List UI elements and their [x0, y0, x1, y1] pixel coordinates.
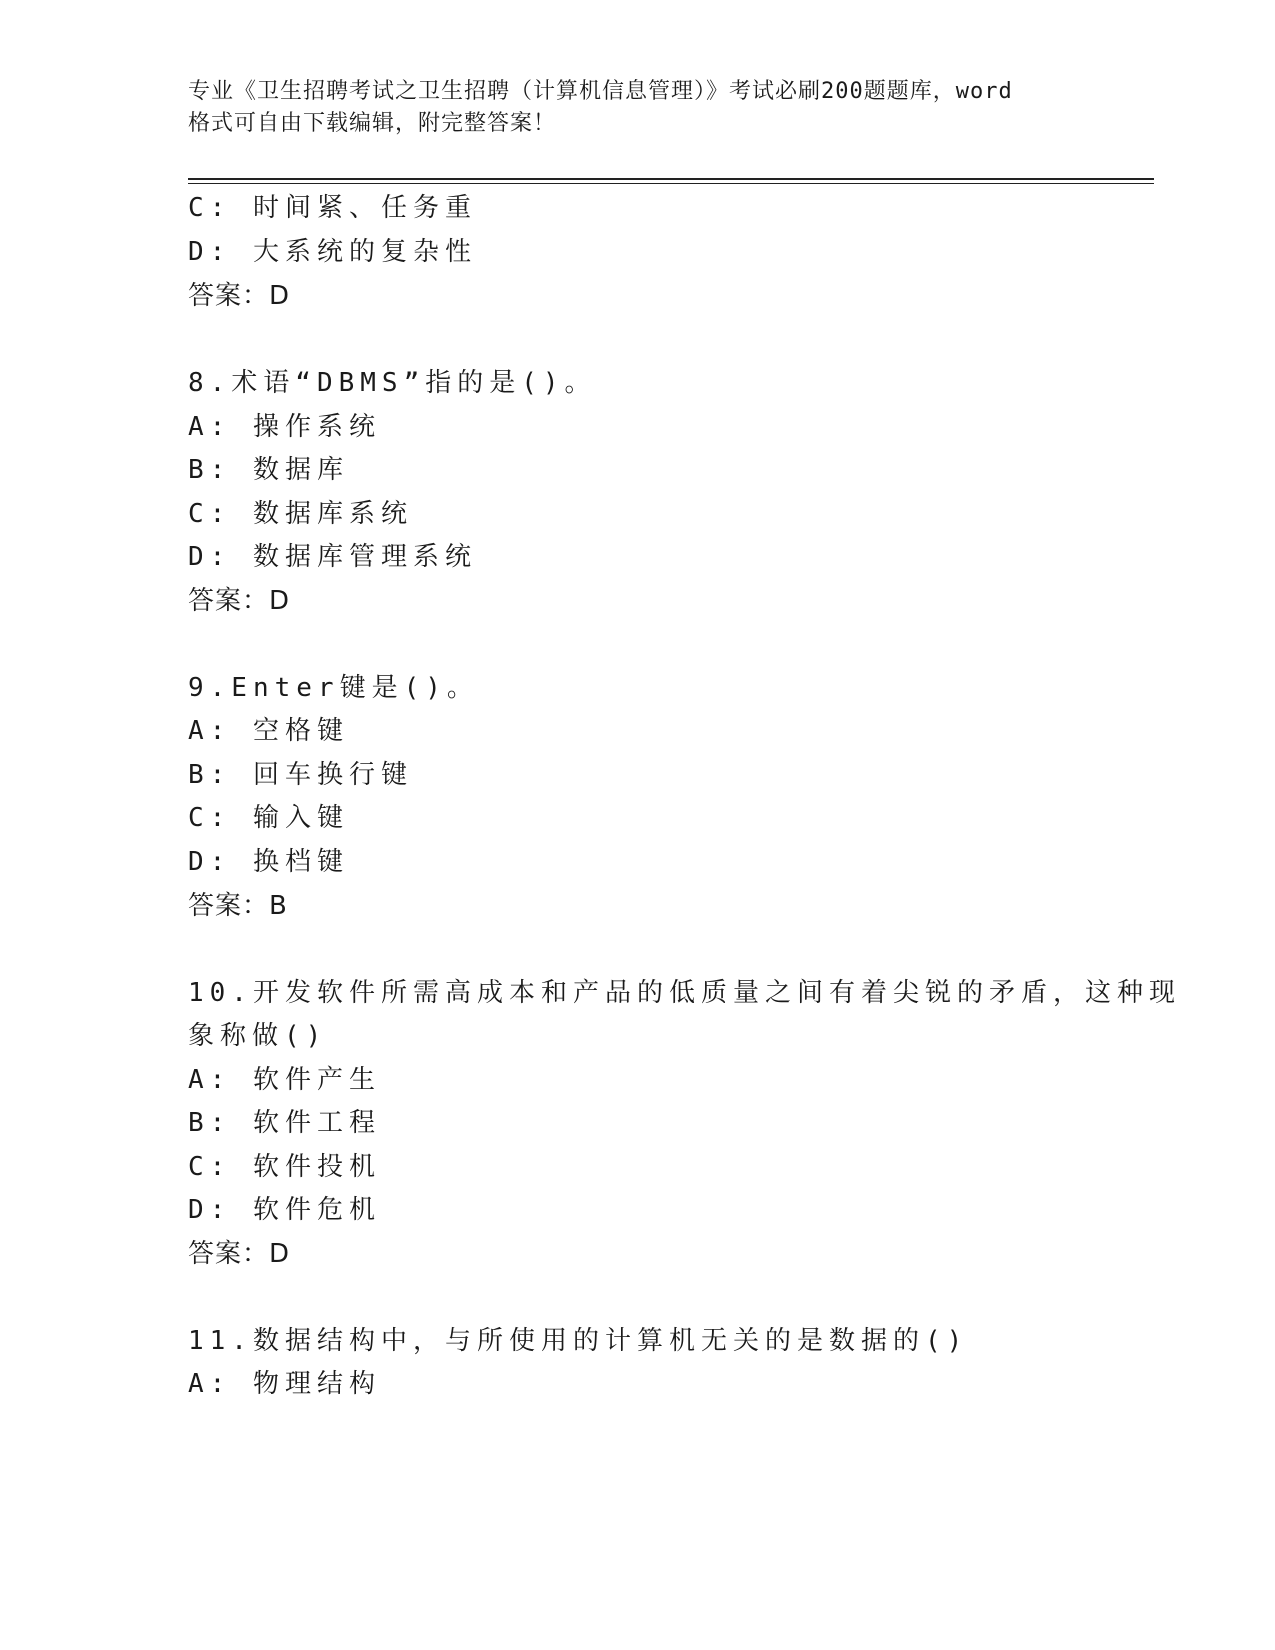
q9-option-d: D: 换档键 [188, 847, 349, 877]
q10-option-a: A: 软件产生 [188, 1065, 381, 1095]
q7-option-c: C: 时间紧、任务重 [188, 193, 477, 223]
header-line-2: 格式可自由下载编辑，附完整答案！ [188, 111, 557, 136]
q10-option-c: C: 软件投机 [188, 1152, 381, 1182]
q7-answer: 答案：D [188, 281, 291, 311]
header-divider-thin [188, 183, 1154, 184]
q10-option-b: B: 软件工程 [188, 1108, 381, 1138]
q10-option-d: D: 软件危机 [188, 1195, 381, 1225]
q9-question: 9.Enter键是()。 [188, 673, 479, 703]
q9-option-b: B: 回车换行键 [188, 760, 413, 790]
header-line-1: 专业《卫生招聘考试之卫生招聘（计算机信息管理）》考试必刷200题题库，word [188, 79, 1013, 104]
q10-answer: 答案：D [188, 1239, 291, 1269]
q8-answer: 答案：D [188, 586, 291, 616]
q8-option-a: A: 操作系统 [188, 412, 381, 442]
q10-question-line-1: 10.开发软件所需高成本和产品的低质量之间有着尖锐的矛盾，这种现 [188, 978, 1181, 1008]
document-header [188, 76, 1088, 140]
q10-question-line-2: 象称做() [188, 1021, 328, 1051]
header-divider-thick [188, 178, 1154, 180]
q9-option-c: C: 输入键 [188, 803, 349, 833]
q8-option-c: C: 数据库系统 [188, 499, 413, 529]
q9-option-a: A: 空格键 [188, 716, 349, 746]
q7-option-d: D: 大系统的复杂性 [188, 237, 477, 267]
q8-question: 8.术语“DBMS”指的是()。 [188, 368, 597, 398]
q8-option-d: D: 数据库管理系统 [188, 542, 477, 572]
q11-question: 11.数据结构中，与所使用的计算机无关的是数据的() [188, 1326, 969, 1356]
q8-option-b: B: 数据库 [188, 455, 349, 485]
q11-option-a: A: 物理结构 [188, 1369, 381, 1399]
q9-answer: 答案：B [188, 891, 288, 921]
